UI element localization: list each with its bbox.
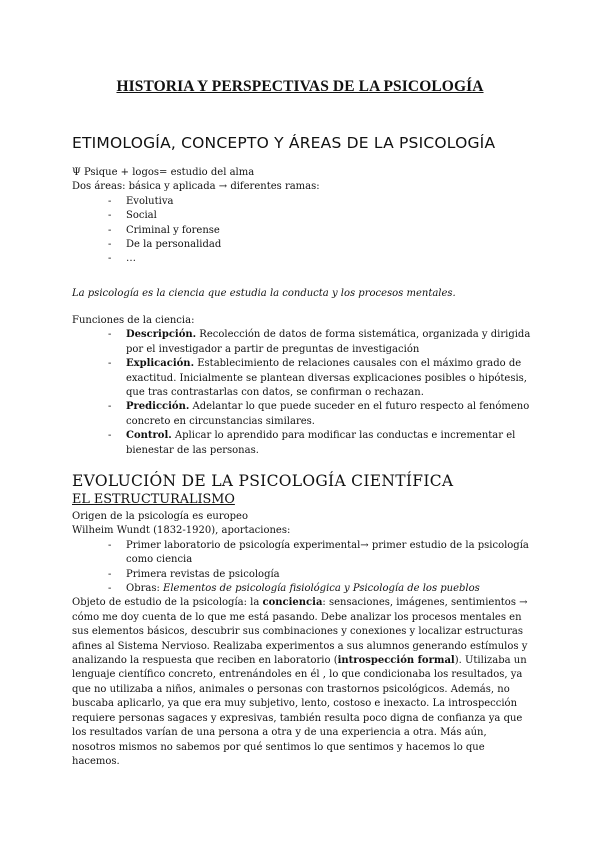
function-text: Aplicar lo aprendido para modificar las conductas e incrementar el bienestar de las personas. (126, 430, 516, 456)
works-prefix: Obras: (126, 583, 164, 595)
function-term: Explicación. (126, 358, 195, 370)
object-text: ). Utilizaba un lenguaje científico concreto, entrenándoles en él , lo que condicionaba los resultados, ya que no utilizaba a niños, animales o personas con trastornos psicológicos. Además, no buscaba aplicarlo, ya que era muy subjetivo, lento, costoso e inexacto. La introspección requiere personas sagaces y expresivas, también resulta poco digna de confianza ya que los resultados varían de una persona a otra y de una experiencia a otra. Más aún, nosotros mismos no sabemos por qué sentimos lo que sentimos y hacemos lo que hacemos. (72, 655, 527, 767)
list-item: - Evolutiva (108, 195, 532, 209)
section-heading-evolucion: EVOLUCIÓN DE LA PSICOLOGÍA CIENTÍFICA (72, 472, 454, 490)
intro-block (72, 166, 532, 267)
definition-text: La psicología es la ciencia que estudia la conducta y los procesos mentales. (72, 288, 456, 299)
works-titles: Elementos de psicología fisiológica y Psicología de los pueblos (163, 583, 480, 595)
section-heading-etimologia: ETIMOLOGÍA, CONCEPTO Y ÁREAS DE LA PSICOLOGÍA (72, 134, 496, 152)
object-text: Objeto de estudio de la psicología: la (72, 597, 263, 609)
object-term-introspeccion: introspección formal (337, 655, 455, 667)
function-term: Control. (126, 430, 172, 442)
list-item: - Primer laboratorio de psicología experimental→ primer estudio de la psicología como ciencia (108, 539, 532, 568)
document-title: HISTORIA Y PERSPECTIVAS DE LA PSICOLOGÍA (116, 78, 484, 95)
subheading-estructuralismo: EL ESTRUCTURALISMO (72, 492, 235, 507)
object-term-conciencia: conciencia (262, 597, 323, 609)
functions-block (72, 314, 532, 458)
branches-list (72, 195, 532, 267)
etymology-line: Ψ Psique + logos= estudio del alma (72, 167, 255, 178)
object-paragraph (72, 596, 532, 769)
function-item-descripcion (108, 328, 532, 357)
list-item: - Criminal y forense (108, 224, 532, 238)
list-item: - … (108, 252, 532, 266)
function-term: Descripción. (126, 329, 197, 341)
function-term: Predicción. (126, 401, 190, 413)
list-item (108, 582, 532, 596)
function-item-control (108, 429, 532, 458)
estructuralismo-block (72, 510, 532, 769)
function-item-explicacion (108, 357, 532, 400)
list-item: - Social (108, 209, 532, 223)
object-text: : sensaciones, imágenes, sentimientos → cómo me doy cuenta de lo que me está pasando. Debe analizar los procesos mentales en sus elementos básicos, descubrir sus combinaciones y conexiones y localizar estructuras afines al Sistema Nervioso. Realizaba experimentos a sus alumnos generando estímulos y analizando la respuesta que reciben en laboratorio ( (72, 597, 528, 667)
areas-line: Dos áreas: básica y aplicada → diferentes ramas: (72, 181, 320, 193)
contributions-list (72, 539, 532, 597)
functions-list (72, 328, 532, 458)
list-item: - De la personalidad (108, 238, 532, 252)
function-text: Recolección de datos de forma sistemática, organizada y dirigida por el investigador a partir de preguntas de investigación (126, 329, 531, 355)
function-text: Adelantar lo que puede suceder en el futuro respecto al fenómeno concreto en circunstancias similares. (126, 401, 530, 427)
origin-line: Origen de la psicología es europeo (72, 511, 248, 522)
functions-label: Funciones de la ciencia: (72, 315, 195, 326)
function-text: Establecimiento de relaciones causales con el máximo grado de exactitud. Inicialmente se plantean diversas explicaciones posibles o hipótesis, que tras contrastarlas con datos, se confirman o rechazan. (126, 358, 527, 399)
function-item-prediccion (108, 400, 532, 429)
list-item: - Primera revistas de psicología (108, 568, 532, 582)
wundt-line: Wilheim Wundt (1832-1920), aportaciones: (72, 525, 291, 537)
